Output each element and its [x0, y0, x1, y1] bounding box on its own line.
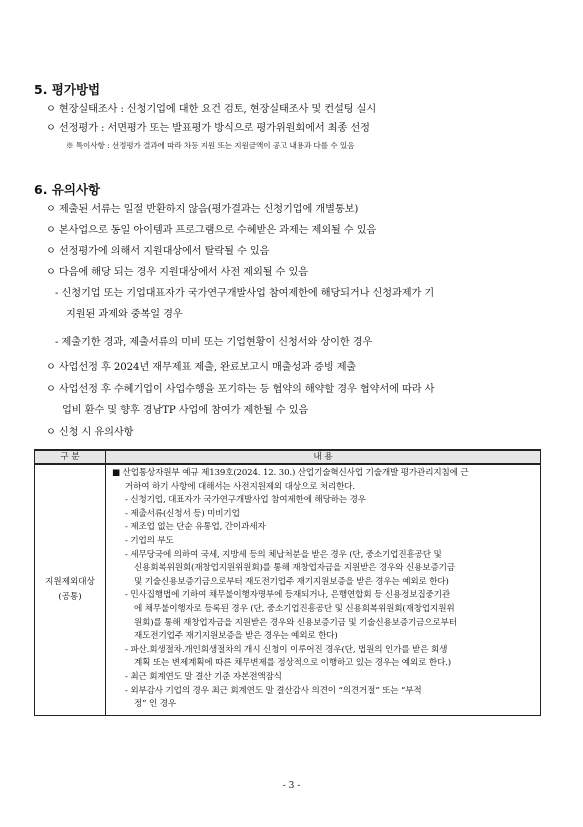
notice-item-2: ㅇ 본사업으로 동일 아이템과 프로그램으로 수혜받은 과제는 제외될 수 있음 — [46, 225, 377, 236]
eval-item-selection: ㅇ 선정평가 : 서면평가 또는 발표평가 방식으로 평가위원회에서 최종 선정 — [46, 123, 370, 134]
page-number: - 3 - — [282, 781, 301, 791]
content-line: 계획 또는 변제계획에 따른 채무변제를 정상적으로 이행하고 있는 경우는 예외로 한다.) — [134, 658, 451, 669]
content-line: 원회)를 통해 재창업자금을 지원받은 경우와 신용보증기금 및 기술신용보증기금으로부터 — [134, 617, 457, 628]
notice-item-6-line-2: 업비 환수 및 향후 경남TP 사업에 참여가 제한될 수 있음 — [62, 405, 309, 416]
content-line: 재도전기업주 재기지원보증을 받은 경우는 예외로 한다) — [134, 631, 338, 642]
content-line: 신용회복위원회(재창업지원위원회)를 통해 재창업자금을 지원받은 경우와 신용보증기금 — [134, 563, 455, 574]
content-line: 및 기술신용보증기금으로부터 재도전기업주 재기지원보증을 받은 경우는 예외로 한다) — [134, 576, 449, 587]
content-line: - 민사집행법에 기하여 채무불이행자명부에 등재되거나, 은행연합회 등 신용정보집중기관 — [125, 590, 451, 601]
header-content: 내 용 — [106, 450, 541, 464]
notice-item-7: ㅇ 신청 시 유의사항 — [46, 427, 134, 438]
section-6-title: 6. 유의사항 — [34, 182, 101, 197]
notice-item-4: ㅇ 다음에 해당 되는 경우 지원대상에서 사전 제외될 수 있음 — [46, 267, 309, 278]
content-line: - 외부감사 기업의 경우 최근 회계연도 말 결산감사 의견이 “의견거절” 또는 “부적 — [125, 685, 422, 696]
row-label-line-1: 지원제외대상 — [45, 576, 95, 587]
notice-sub-1-line-2: 지원된 과제와 중복일 경우 — [66, 309, 183, 320]
eval-note: ※ 특이사항 : 선정평가 결과에 따라 차등 지원 또는 지원금액이 공고 내용과 다를 수 있음 — [66, 141, 355, 150]
header-category: 구 분 — [35, 450, 106, 464]
notice-item-3: ㅇ 선정평가에 의해서 지원대상에서 탈락될 수 있음 — [46, 246, 270, 257]
section-5-title: 5. 평가방법 — [34, 82, 101, 97]
notice-item-1: ㅇ 제출된 서류는 일절 반환하지 않음(평가결과는 신청기업에 개별통보) — [46, 204, 359, 215]
content-line: 정” 인 경우 — [134, 699, 177, 710]
table-row — [35, 464, 541, 715]
eval-item-site: ㅇ 현장실태조사 : 신청기업에 대한 요건 검토, 현장실태조사 및 컨설팅 실시 — [46, 104, 377, 115]
content-line: - 신청기업, 대표자가 국가연구개발사업 참여제한에 해당하는 경우 — [125, 495, 366, 506]
notice-sub-1-line-1: - 신청기업 또는 기업대표자가 국가연구개발사업 참여제한에 해당되거나 신청과제가 기 — [55, 288, 435, 299]
content-line: - 제출서류(신청서 등) 미비기업 — [125, 508, 240, 519]
content-line: - 파산.회생절차.개인회생절차의 개시 신청이 이루어진 경우(단, 법원의 인가를 받은 회생 — [125, 644, 448, 655]
notice-item-5: ㅇ 사업선정 후 2024년 재무제표 제출, 완료보고시 매출성과 증빙 제출 — [46, 362, 357, 373]
content-line: 거하여 하기 사항에 대해서는 사전지원제외 대상으로 처리한다. — [125, 481, 356, 492]
row-content — [106, 464, 541, 715]
content-line: - 기업의 부도 — [125, 535, 174, 546]
content-line: 에 채무불이행자로 등록된 경우 (단, 중소기업진흥공단 및 신용회복위원회(재창업지원위 — [134, 603, 455, 614]
row-label-line-2: (공통) — [58, 591, 82, 602]
notice-sub-2: - 제출기한 경과, 제출서류의 미비 또는 기업현황이 신청서와 상이한 경우 — [55, 337, 373, 348]
notice-item-6-line-1: ㅇ 사업선정 후 수혜기업이 사업수행을 포기하는 등 협약의 해약할 경우 협약서에 따라 사 — [46, 384, 435, 395]
content-line: - 최근 회계연도 말 결산 기준 자본전액잠식 — [125, 671, 282, 682]
exclusion-table — [34, 449, 541, 716]
content-line: - 제조업 없는 단순 유통업, 간이과세자 — [125, 522, 266, 533]
row-label — [35, 464, 106, 715]
content-line: ■ 산업통상자원부 예규 제139호(2024. 12. 30.) 산업기술혁신사업 기술개발 평가관리지침에 근 — [112, 468, 469, 478]
content-line: - 세무당국에 의하여 국세, 지방세 등의 체납처분을 받은 경우 (단, 중소기업진흥공단 및 — [125, 549, 442, 560]
table-header-row — [35, 450, 541, 464]
